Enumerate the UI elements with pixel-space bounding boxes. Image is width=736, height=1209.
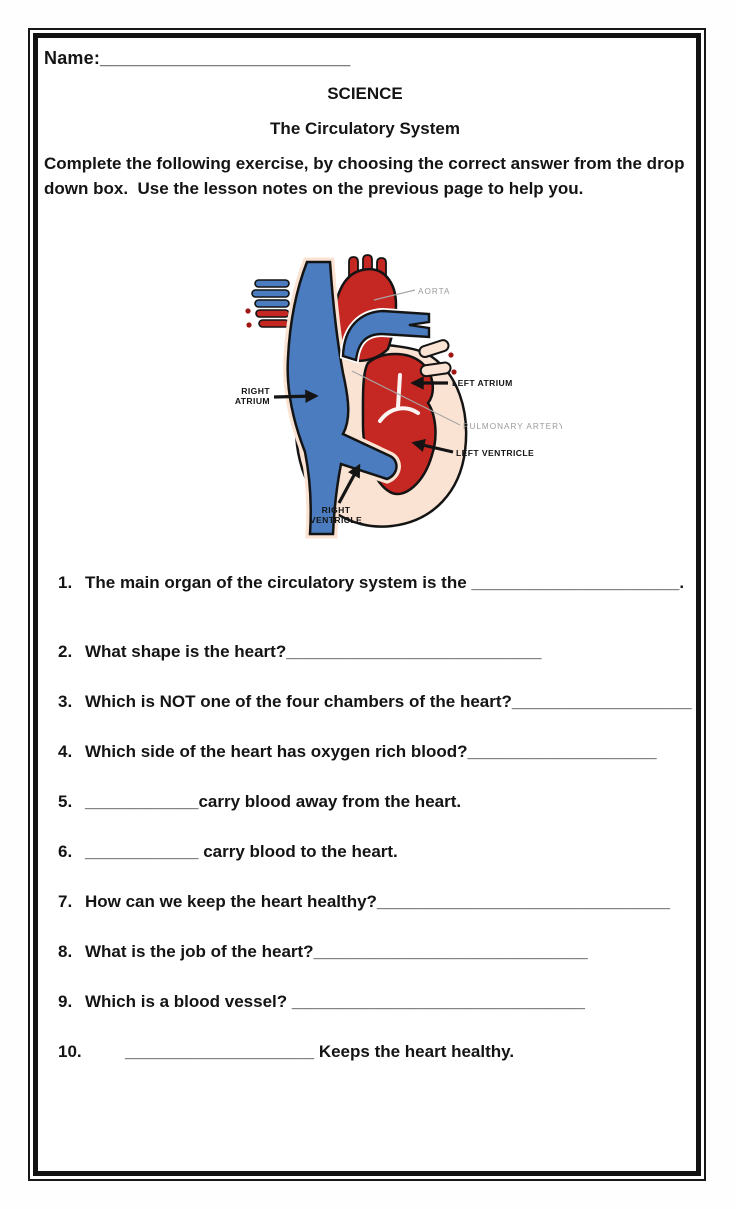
answer-blank[interactable]: ____________________ [467,742,657,761]
instructions [44,151,686,201]
pulmonary-artery-label: PULMONARY ARTERY [463,422,562,431]
question-number: 5. [58,792,73,811]
question-10 [58,1041,686,1063]
left-vessel-branches [245,280,289,328]
answer-blank[interactable]: _______________________________ [376,892,671,911]
question-number: 4. [58,742,73,761]
answer-blank[interactable]: ____________ [85,792,199,811]
question-text [85,1041,514,1063]
question-2 [58,641,686,663]
page-title: The Circulatory System [270,119,460,138]
question-text [85,641,541,663]
page-border [28,28,706,1181]
question-pre-text: Which is a blood vessel? [85,992,292,1011]
answer-blank[interactable]: ___________________________ [286,642,542,661]
heart-diagram-figure [222,253,562,543]
answer-blank[interactable]: _____________________________ [313,942,588,961]
right-atrium-label-line2: ATRIUM [234,396,270,406]
question-post-text: carry blood away from the heart. [198,792,462,811]
question-number: 6. [58,842,73,861]
question-text [85,791,461,813]
question-number: 7. [58,892,73,911]
question-number: 1. [58,573,73,592]
question-pre-text: Which side of the heart has oxygen rich blood? [85,742,468,761]
aorta-label: AORTA [418,287,451,296]
name-blank[interactable]: _________________________ [100,48,351,68]
question-5 [58,791,686,813]
instructions-line-1: Complete the following exercise, by choosing the correct answer from the drop [44,154,685,173]
left-ventricle-label: LEFT VENTRICLE [456,448,535,458]
right-ventricle-label-line2: VENTRICLE [309,515,363,525]
question-3 [58,691,692,713]
question-6 [58,841,686,863]
question-7 [58,891,686,913]
right-atrium-label-line1: RIGHT [241,386,270,396]
question-pre-text: Which is NOT one of the four chambers of the heart? [85,692,512,711]
question-pre-text: What is the job of the heart? [85,942,314,961]
question-number: 9. [58,992,73,1011]
worksheet-page [33,33,701,1176]
question-number: 8. [58,942,73,961]
question-text [85,572,684,594]
question-number: 10. [58,1042,82,1061]
subject-heading: SCIENCE [327,84,403,103]
question-post-text: Keeps the heart healthy. [314,1042,515,1061]
name-row [44,46,686,70]
question-8 [58,941,686,963]
question-9 [58,991,686,1013]
pulmonary-vein-stubs [418,339,457,377]
answer-blank[interactable]: ______________________ [471,573,680,592]
question-number: 3. [58,692,73,711]
question-text [85,941,588,963]
answer-blank[interactable]: _______________________________ [291,992,585,1011]
answer-blank[interactable]: ____________ [85,842,199,861]
question-text [85,841,398,863]
right-ventricle-label-line1: RIGHT [321,505,351,515]
name-label: Name: [44,48,101,68]
question-4 [58,741,686,763]
question-text [85,991,585,1013]
question-pre-text: What shape is the heart? [85,642,287,661]
question-pre-text: The main organ of the circulatory system is the [85,573,472,592]
question-1 [58,572,686,594]
heart-diagram [222,253,562,543]
question-text [85,741,657,763]
answer-blank[interactable]: ____________________ [125,1042,315,1061]
question-pre-text: How can we keep the heart healthy? [85,892,377,911]
question-number: 2. [58,642,73,661]
question-post-text: carry blood to the heart. [198,842,398,861]
right-atrium-arrow [274,396,316,397]
question-list [58,572,692,1063]
instructions-line-2: down box. Use the lesson notes on the previous page to help you. [44,179,584,198]
question-post-text: . [679,573,685,592]
question-text [85,891,670,913]
question-text [85,691,692,713]
left-atrium-label: LEFT ATRIUM [452,378,513,388]
answer-blank[interactable]: ___________________ [511,692,692,711]
